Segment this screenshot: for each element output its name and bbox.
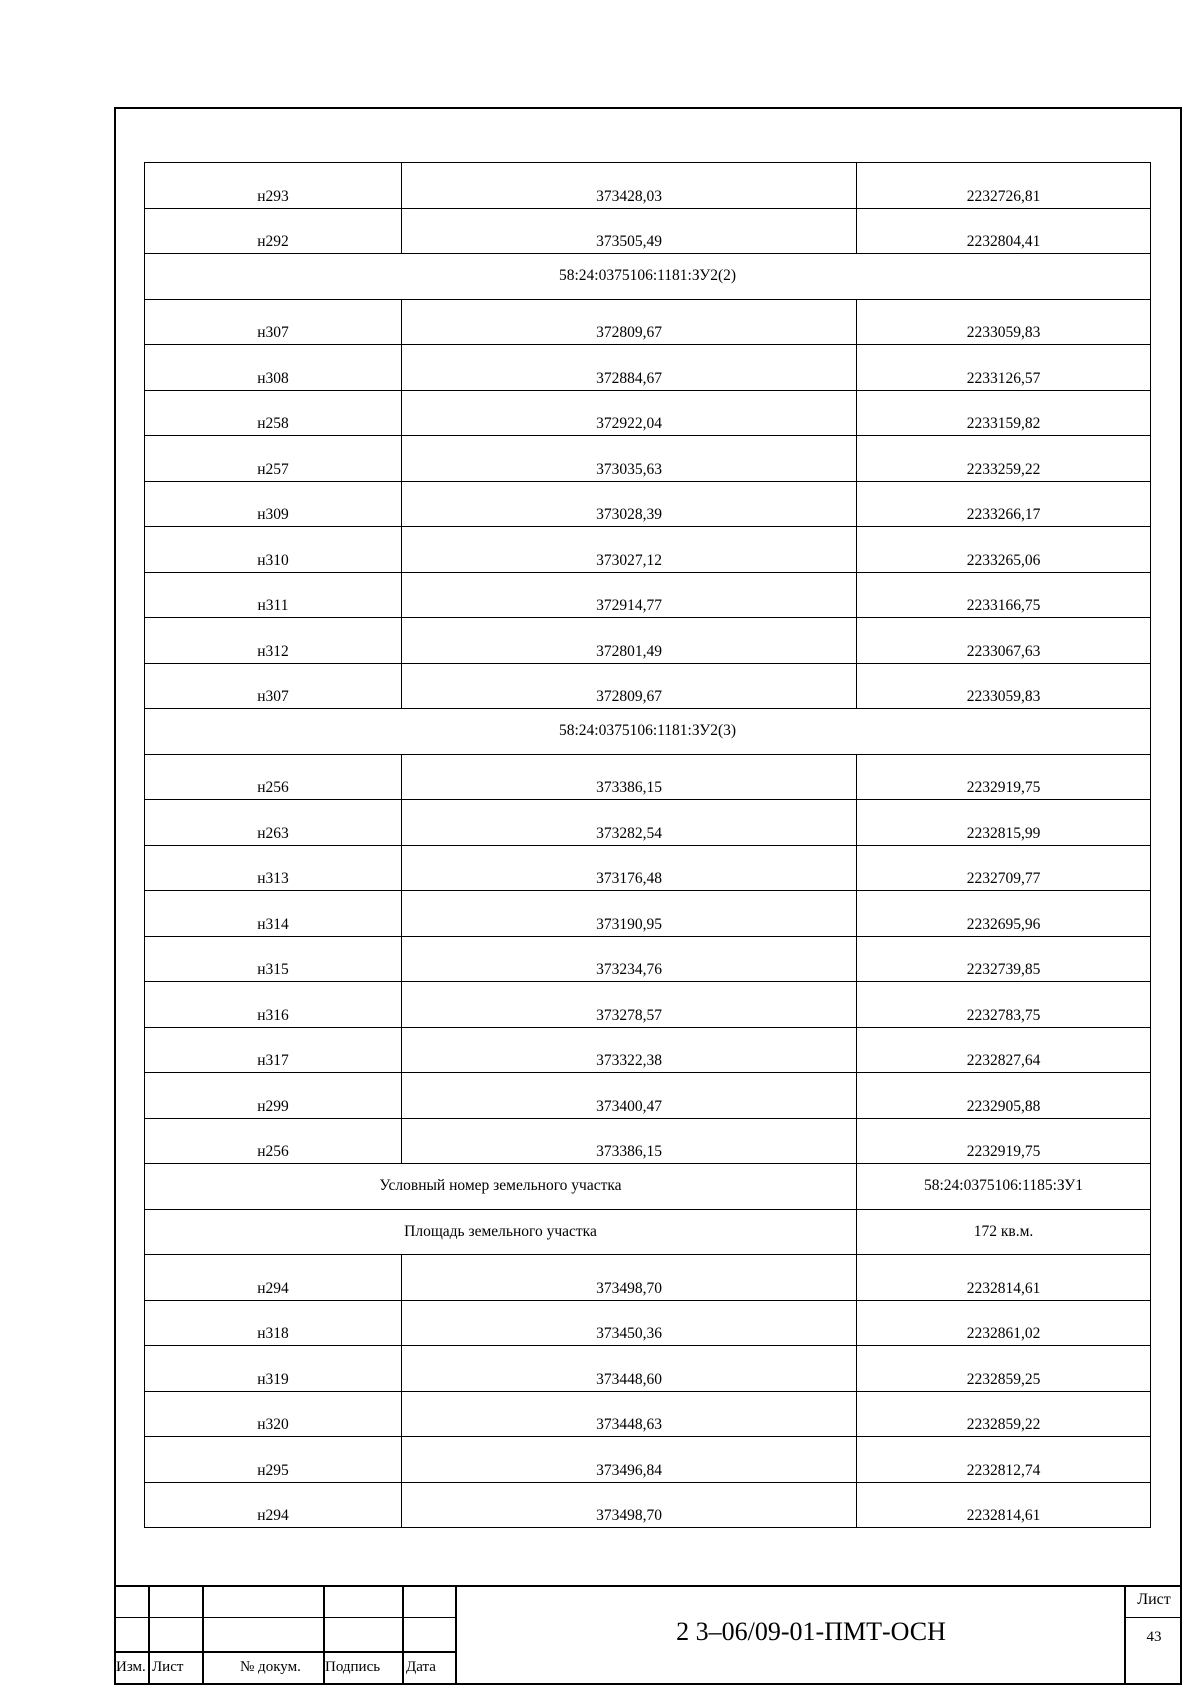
section-title: 58:24:0375106:1181:ЗУ2(3) xyxy=(145,709,1151,755)
table-row xyxy=(145,936,1151,982)
x-coordinate-cell: 373190,95 xyxy=(402,891,857,937)
point-cell: н257 xyxy=(145,436,402,482)
point-cell: н256 xyxy=(145,754,402,800)
point-cell: н314 xyxy=(145,891,402,937)
x-coordinate-cell: 373498,70 xyxy=(402,1255,857,1301)
table-row xyxy=(145,1073,1151,1119)
table-row xyxy=(145,618,1151,664)
table-row xyxy=(145,891,1151,937)
title-block-rule xyxy=(114,1617,455,1618)
table-row xyxy=(145,1437,1151,1483)
y-coordinate-cell: 2232814,61 xyxy=(857,1482,1151,1528)
x-coordinate-cell: 373386,15 xyxy=(402,1118,857,1164)
sheet-label: Лист xyxy=(1137,1591,1171,1608)
y-coordinate-cell: 2232905,88 xyxy=(857,1073,1151,1119)
y-coordinate-cell: 2232919,75 xyxy=(857,754,1151,800)
x-coordinate-cell: 373176,48 xyxy=(402,845,857,891)
point-cell: н309 xyxy=(145,481,402,527)
point-cell: н295 xyxy=(145,1437,402,1483)
y-coordinate-cell: 2233265,06 xyxy=(857,527,1151,573)
document-code: 2 3–06/09-01-ПМТ-ОСН xyxy=(676,1617,946,1646)
point-cell: н307 xyxy=(145,299,402,345)
y-coordinate-cell: 2232859,22 xyxy=(857,1391,1151,1437)
point-cell: н294 xyxy=(145,1482,402,1528)
sheet-number: 43 xyxy=(1146,1629,1162,1645)
point-cell: н316 xyxy=(145,982,402,1028)
x-coordinate-cell: 373322,38 xyxy=(402,1027,857,1073)
section-header-row xyxy=(145,254,1151,300)
table-row xyxy=(145,1300,1151,1346)
point-cell: н294 xyxy=(145,1255,402,1301)
point-cell: н313 xyxy=(145,845,402,891)
x-coordinate-cell: 373505,49 xyxy=(402,208,857,254)
point-cell: н308 xyxy=(145,345,402,391)
parcel-area-row-value: 172 кв.м. xyxy=(857,1209,1151,1255)
section-header-row xyxy=(145,709,1151,755)
x-coordinate-cell: 372922,04 xyxy=(402,390,857,436)
table-row xyxy=(145,1482,1151,1528)
table-row xyxy=(145,572,1151,618)
coordinates-table-body xyxy=(145,163,1151,1528)
table-row xyxy=(145,1027,1151,1073)
parcel-number-row xyxy=(145,1164,1151,1210)
point-cell: н263 xyxy=(145,800,402,846)
y-coordinate-cell: 2232695,96 xyxy=(857,891,1151,937)
point-cell: н256 xyxy=(145,1118,402,1164)
table-row xyxy=(145,299,1151,345)
stamp-label-izm: Изм. xyxy=(116,1659,146,1675)
x-coordinate-cell: 373234,76 xyxy=(402,936,857,982)
coordinates-table xyxy=(144,162,1151,1528)
table-row xyxy=(145,527,1151,573)
table-row xyxy=(145,208,1151,254)
x-coordinate-cell: 373386,15 xyxy=(402,754,857,800)
x-coordinate-cell: 372801,49 xyxy=(402,618,857,664)
y-coordinate-cell: 2233259,22 xyxy=(857,436,1151,482)
title-block-divider xyxy=(455,1587,457,1685)
x-coordinate-cell: 373400,47 xyxy=(402,1073,857,1119)
x-coordinate-cell: 373282,54 xyxy=(402,800,857,846)
table-row xyxy=(145,436,1151,482)
stamp-label-doc-no: № докум. xyxy=(240,1659,301,1675)
y-coordinate-cell: 2232726,81 xyxy=(857,163,1151,209)
table-row xyxy=(145,663,1151,709)
y-coordinate-cell: 2233159,82 xyxy=(857,390,1151,436)
title-block-divider xyxy=(402,1587,404,1685)
point-cell: н318 xyxy=(145,1300,402,1346)
point-cell: н307 xyxy=(145,663,402,709)
x-coordinate-cell: 372809,67 xyxy=(402,663,857,709)
y-coordinate-cell: 2232709,77 xyxy=(857,845,1151,891)
y-coordinate-cell: 2233067,63 xyxy=(857,618,1151,664)
table-row xyxy=(145,1346,1151,1392)
x-coordinate-cell: 373448,63 xyxy=(402,1391,857,1437)
x-coordinate-cell: 373278,57 xyxy=(402,982,857,1028)
y-coordinate-cell: 2232859,25 xyxy=(857,1346,1151,1392)
table-row xyxy=(145,800,1151,846)
y-coordinate-cell: 2232739,85 xyxy=(857,936,1151,982)
y-coordinate-cell: 2232815,99 xyxy=(857,800,1151,846)
table-row xyxy=(145,345,1151,391)
y-coordinate-cell: 2232861,02 xyxy=(857,1300,1151,1346)
point-cell: н310 xyxy=(145,527,402,573)
point-cell: н311 xyxy=(145,572,402,618)
section-title: 58:24:0375106:1181:ЗУ2(2) xyxy=(145,254,1151,300)
x-coordinate-cell: 373028,39 xyxy=(402,481,857,527)
y-coordinate-cell: 2232919,75 xyxy=(857,1118,1151,1164)
x-coordinate-cell: 373498,70 xyxy=(402,1482,857,1528)
point-cell: н312 xyxy=(145,618,402,664)
table-row xyxy=(145,845,1151,891)
y-coordinate-cell: 2233059,83 xyxy=(857,299,1151,345)
y-coordinate-cell: 2232814,61 xyxy=(857,1255,1151,1301)
x-coordinate-cell: 372884,67 xyxy=(402,345,857,391)
table-row xyxy=(145,1255,1151,1301)
parcel-number-row-value: 58:24:0375106:1185:ЗУ1 xyxy=(857,1164,1151,1210)
y-coordinate-cell: 2233059,83 xyxy=(857,663,1151,709)
y-coordinate-cell: 2233166,75 xyxy=(857,572,1151,618)
stamp-label-date: Дата xyxy=(406,1659,436,1675)
parcel-area-row xyxy=(145,1209,1151,1255)
parcel-number-row-label: Условный номер земельного участка xyxy=(145,1164,857,1210)
y-coordinate-cell: 2232812,74 xyxy=(857,1437,1151,1483)
x-coordinate-cell: 373428,03 xyxy=(402,163,857,209)
x-coordinate-cell: 373035,63 xyxy=(402,436,857,482)
x-coordinate-cell: 373448,60 xyxy=(402,1346,857,1392)
point-cell: н317 xyxy=(145,1027,402,1073)
table-row xyxy=(145,390,1151,436)
table-row xyxy=(145,754,1151,800)
parcel-area-row-label: Площадь земельного участка xyxy=(145,1209,857,1255)
table-row xyxy=(145,1118,1151,1164)
x-coordinate-cell: 373027,12 xyxy=(402,527,857,573)
table-row xyxy=(145,163,1151,209)
table-row xyxy=(145,982,1151,1028)
x-coordinate-cell: 373450,36 xyxy=(402,1300,857,1346)
title-block-divider xyxy=(202,1587,204,1685)
stamp-label-signature: Подпись xyxy=(325,1659,381,1675)
title-block-divider xyxy=(148,1587,150,1685)
y-coordinate-cell: 2232804,41 xyxy=(857,208,1151,254)
table-row xyxy=(145,481,1151,527)
x-coordinate-cell: 372914,77 xyxy=(402,572,857,618)
x-coordinate-cell: 373496,84 xyxy=(402,1437,857,1483)
y-coordinate-cell: 2233126,57 xyxy=(857,345,1151,391)
y-coordinate-cell: 2232827,64 xyxy=(857,1027,1151,1073)
title-block xyxy=(114,1585,1182,1685)
point-cell: н292 xyxy=(145,208,402,254)
point-cell: н293 xyxy=(145,163,402,209)
point-cell: н299 xyxy=(145,1073,402,1119)
y-coordinate-cell: 2233266,17 xyxy=(857,481,1151,527)
stamp-label-list: Лист xyxy=(152,1659,184,1675)
x-coordinate-cell: 372809,67 xyxy=(402,299,857,345)
point-cell: н320 xyxy=(145,1391,402,1437)
title-block-rule xyxy=(114,1651,455,1653)
point-cell: н258 xyxy=(145,390,402,436)
y-coordinate-cell: 2232783,75 xyxy=(857,982,1151,1028)
point-cell: н315 xyxy=(145,936,402,982)
point-cell: н319 xyxy=(145,1346,402,1392)
table-row xyxy=(145,1391,1151,1437)
title-block-rule xyxy=(1124,1617,1182,1618)
